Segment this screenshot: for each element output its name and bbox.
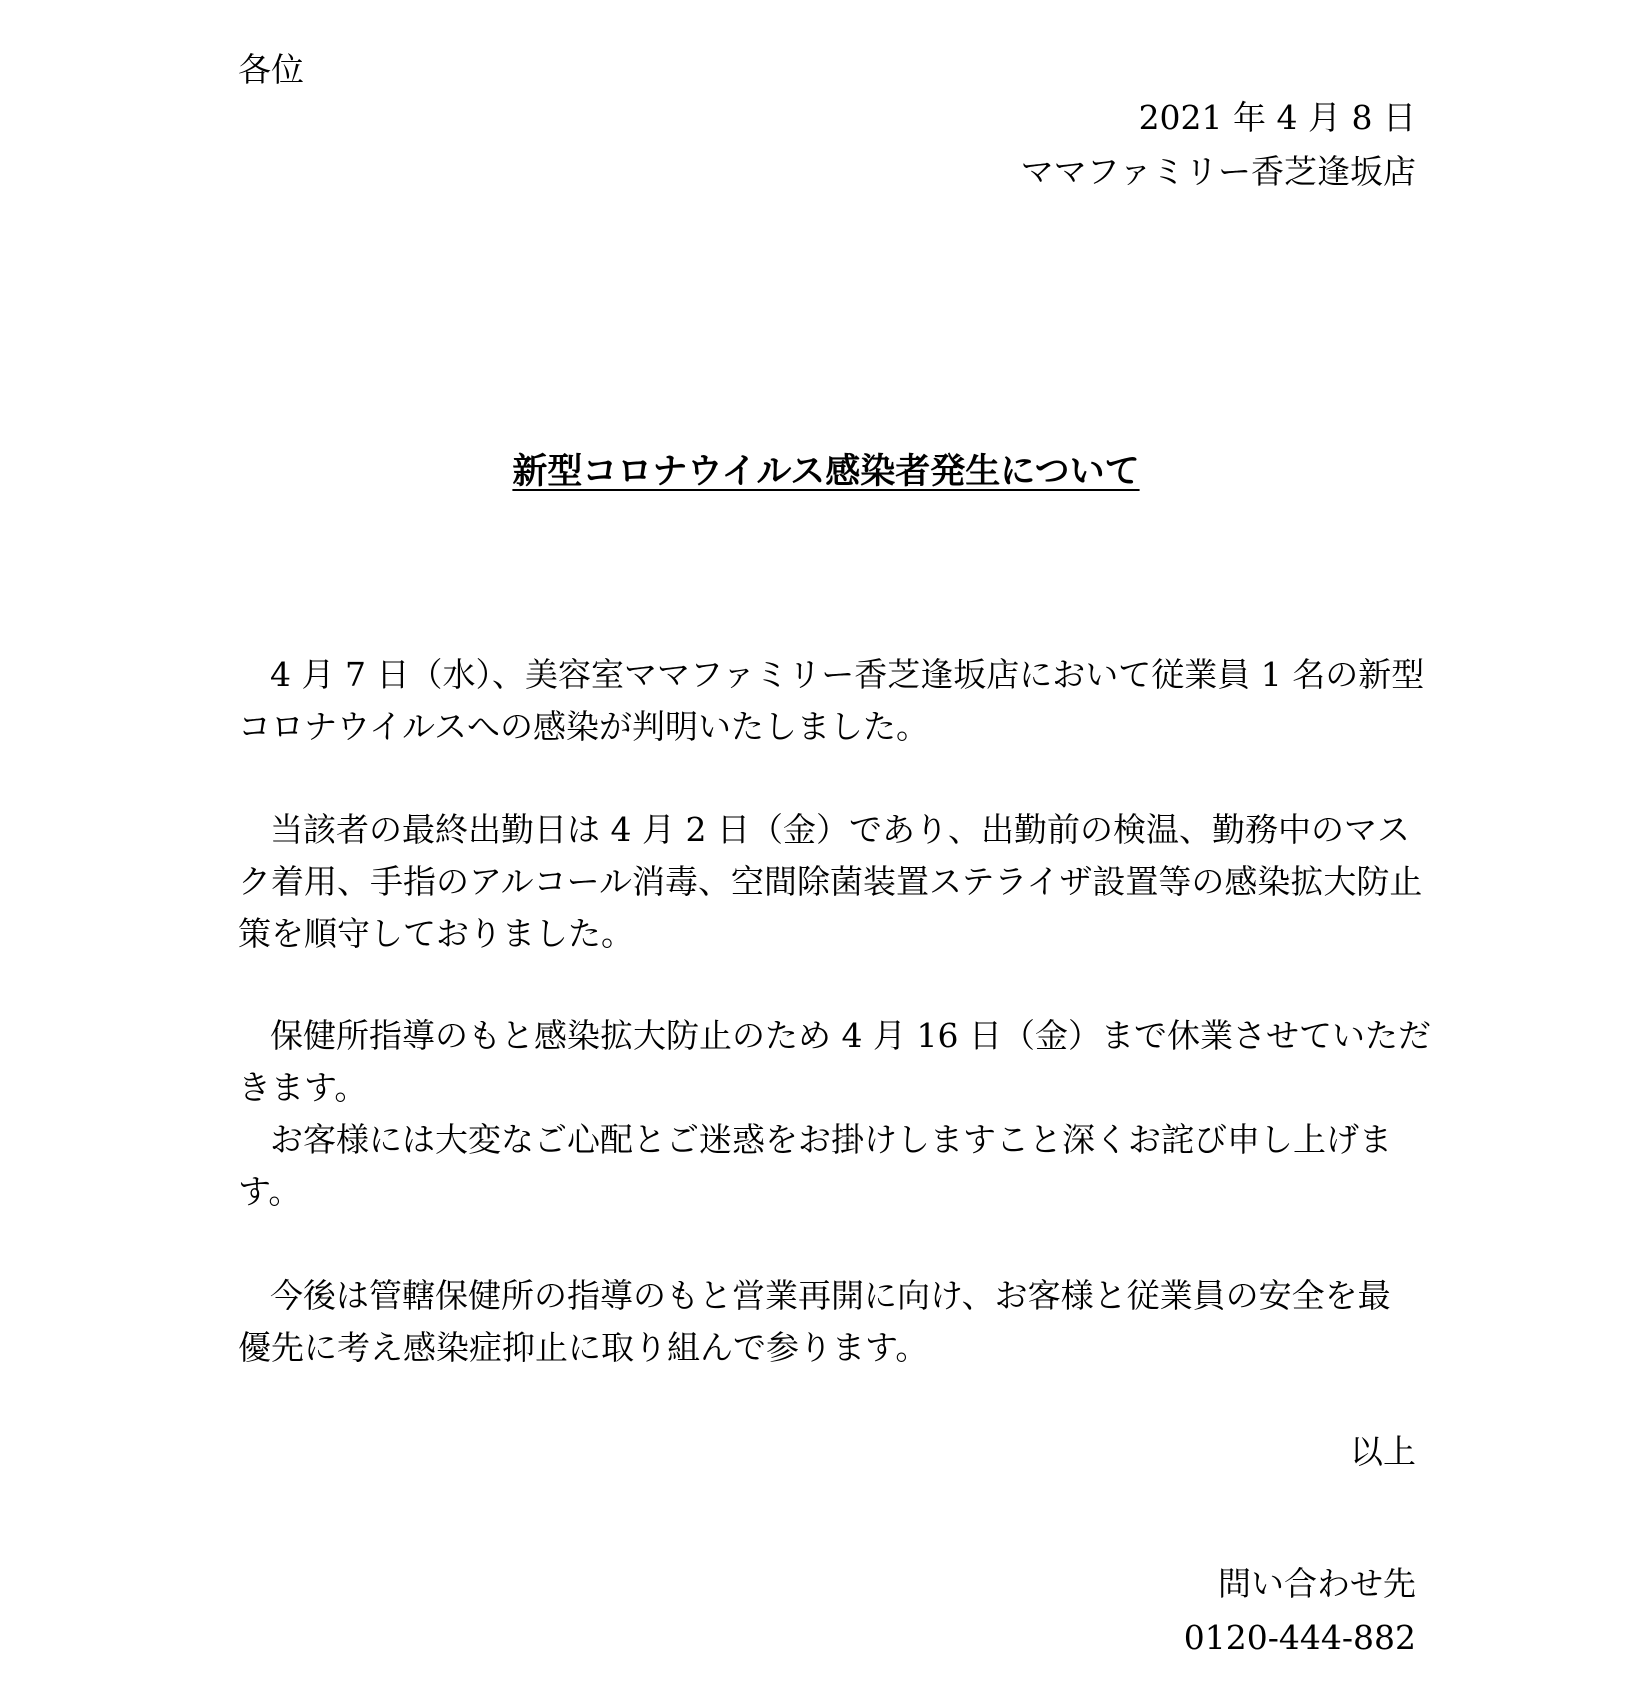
paragraph-line: お客様には大変なご心配とご迷惑をお掛けしますこと深くお詫び申し上げま bbox=[270, 1120, 1392, 1159]
paragraph-line: す。 bbox=[238, 1172, 302, 1211]
paragraph-line: 4 月 7 日（水）、美容室ママファミリー香芝逢坂店において従業員 1 名の新型 bbox=[270, 655, 1425, 694]
paragraph-line: コロナウイルスへの感染が判明いたしました。 bbox=[238, 707, 930, 746]
paragraph-line: 当該者の最終出勤日は 4 月 2 日（金）であり、出勤前の検温、勤務中のマス bbox=[270, 810, 1410, 849]
closing-mark: 以上 bbox=[1350, 1432, 1416, 1471]
document-title-text: 新型コロナウイルス感染者発生について bbox=[512, 451, 1140, 492]
paragraph-line: ク着用、手指のアルコール消毒、空間除菌装置ステライザ設置等の感染拡大防止 bbox=[238, 862, 1423, 901]
contact-label: 問い合わせ先 bbox=[1218, 1564, 1416, 1603]
contact-phone: 0120-444-882 bbox=[1183, 1618, 1416, 1657]
paragraph-line: 今後は管轄保健所の指導のもと営業再開に向け、お客様と従業員の安全を最 bbox=[270, 1276, 1391, 1315]
sender-name: ママファミリー香芝逢坂店 bbox=[1020, 152, 1416, 191]
paragraph-line: きます。 bbox=[238, 1068, 368, 1107]
document-title bbox=[0, 448, 1652, 496]
addressee: 各位 bbox=[238, 50, 304, 89]
paragraph-line: 優先に考え感染症抑止に取り組んで参ります。 bbox=[238, 1328, 929, 1367]
paragraph-line: 保健所指導のもと感染拡大防止のため 4 月 16 日（金）まで休業させていただ bbox=[270, 1016, 1431, 1055]
paragraph-line: 策を順守しておりました。 bbox=[238, 914, 634, 953]
document-date: 2021 年 4 月 8 日 bbox=[1138, 98, 1416, 137]
